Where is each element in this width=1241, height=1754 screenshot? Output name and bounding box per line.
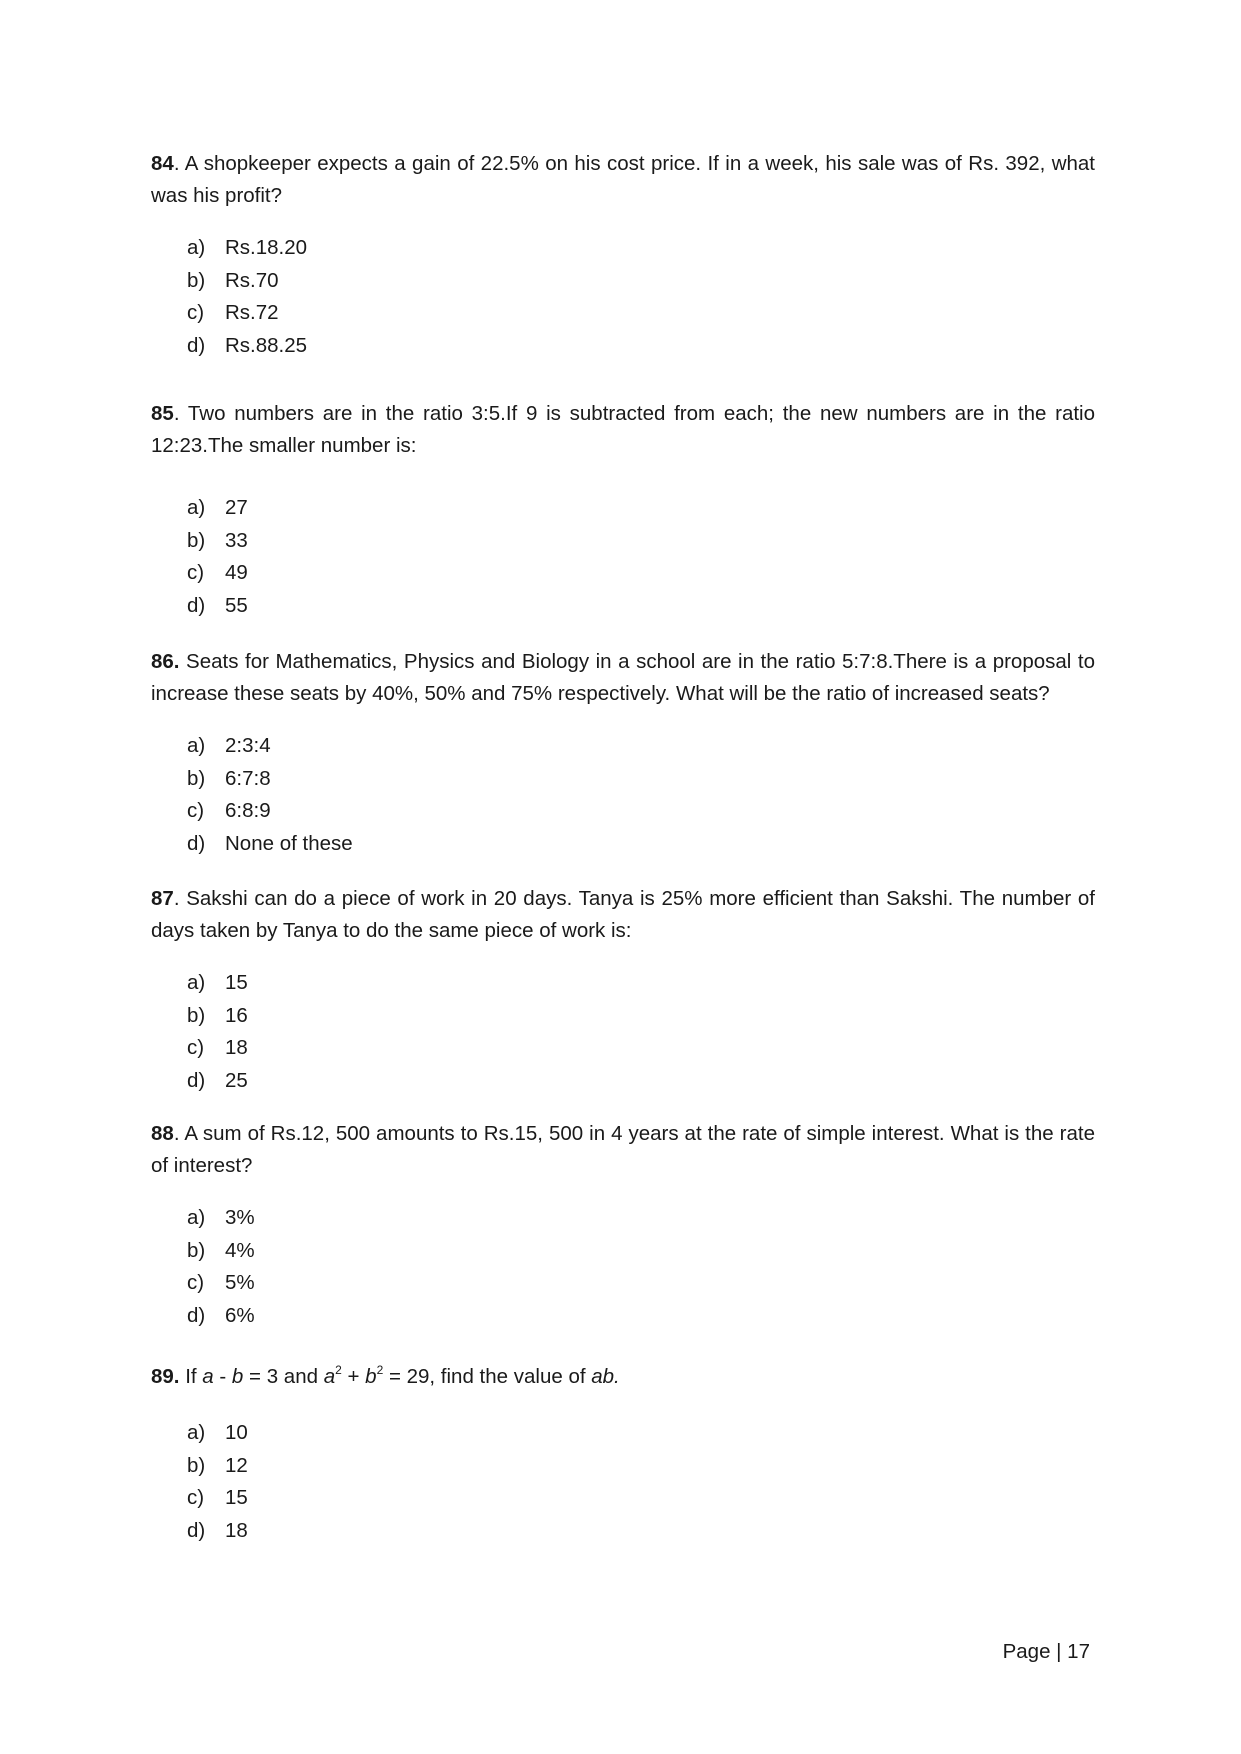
option-text: Rs.18.20: [225, 236, 308, 259]
option-list: [151, 232, 1095, 362]
variable-a: a: [323, 1365, 336, 1388]
stem-text: -: [213, 1365, 232, 1388]
option-b: [187, 1235, 1095, 1268]
question-number-separator: .: [173, 402, 180, 425]
option-letter: c): [187, 561, 205, 584]
option-c: [187, 297, 1095, 330]
variable-ab: ab.: [591, 1365, 620, 1388]
option-text: 3%: [225, 1206, 255, 1229]
option-d: [187, 330, 1095, 363]
question-85: [151, 398, 1095, 622]
option-text: None of these: [225, 831, 353, 855]
option-letter: b): [187, 528, 206, 552]
option-letter: a): [187, 1421, 206, 1444]
option-b: [187, 1000, 1095, 1033]
option-letter: a): [187, 1206, 206, 1229]
variable-b: b: [231, 1365, 244, 1388]
page-number: Page | 17: [1002, 1640, 1090, 1663]
question-number: 87: [151, 887, 174, 910]
option-letter: d): [187, 1068, 206, 1092]
question-86: [151, 646, 1095, 860]
stem-text: = 3 and: [243, 1365, 324, 1388]
option-d: [187, 590, 1095, 623]
option-text: Rs.70: [225, 268, 279, 292]
option-letter: a): [187, 236, 206, 259]
option-text: 15: [225, 971, 248, 994]
option-letter: d): [187, 333, 206, 357]
question-stem: [151, 1361, 1095, 1393]
exponent: 2: [376, 1363, 384, 1377]
question-stem: [151, 148, 1095, 212]
option-text: 16: [225, 1003, 248, 1027]
option-a: [187, 967, 1095, 1000]
option-d: [187, 1300, 1095, 1333]
option-text: 15: [225, 1486, 248, 1509]
option-text: 4%: [225, 1238, 255, 1262]
question-number-separator: .: [173, 887, 180, 910]
question-89: [151, 1361, 1095, 1547]
question-number: 85: [151, 402, 174, 425]
question-text: Two numbers are in the ratio 3:5.If 9 is subtracted from each; the new numbers are in the ratio 12:23.The smaller number is:: [151, 402, 1095, 457]
option-text: 33: [225, 528, 248, 552]
option-c: [187, 1032, 1095, 1065]
option-text: 18: [225, 1518, 248, 1542]
option-d: [187, 828, 1095, 861]
question-stem: [151, 398, 1095, 462]
stem-text: = 29, find the value of: [383, 1365, 592, 1388]
option-d: [187, 1065, 1095, 1098]
stem-text: +: [341, 1365, 366, 1388]
question-stem: [151, 646, 1095, 710]
option-text: 6:8:9: [225, 799, 271, 822]
question-text: A shopkeeper expects a gain of 22.5% on his cost price. If in a week, his sale was of Rs. 392, what was his profit?: [151, 152, 1095, 207]
question-stem: [151, 1118, 1095, 1182]
option-letter: c): [187, 301, 205, 324]
option-a: [187, 232, 1095, 265]
option-c: [187, 557, 1095, 590]
question-text: Sakshi can do a piece of work in 20 days. Tanya is 25% more efficient than Sakshi. The number of days taken by Tanya to do the same piece of work is:: [151, 887, 1095, 942]
question-number-separator: .: [173, 1122, 180, 1145]
option-b: [187, 1450, 1095, 1483]
option-text: 27: [225, 496, 248, 519]
option-text: 18: [225, 1036, 248, 1059]
option-b: [187, 763, 1095, 796]
option-d: [187, 1515, 1095, 1548]
question-number: 86.: [151, 650, 180, 673]
option-letter: d): [187, 593, 206, 617]
option-letter: b): [187, 1453, 206, 1477]
option-c: [187, 1267, 1095, 1300]
option-list: [151, 1202, 1095, 1332]
stem-text: If: [179, 1365, 203, 1388]
option-list: [151, 730, 1095, 860]
option-text: 2:3:4: [225, 734, 271, 757]
option-text: 6:7:8: [225, 766, 271, 790]
option-letter: d): [187, 1303, 206, 1327]
option-letter: a): [187, 496, 206, 519]
option-letter: d): [187, 831, 206, 855]
question-text: Seats for Mathematics, Physics and Biology in a school are in the ratio 5:7:8.There is a proposal to increase these seats by 40%, 50% and 75% respectively. What will be the ratio of increased seats?: [151, 650, 1095, 705]
option-a: [187, 730, 1095, 763]
question-84: [151, 148, 1095, 362]
option-letter: b): [187, 1238, 206, 1262]
option-text: 12: [225, 1453, 248, 1477]
option-a: [187, 492, 1095, 525]
question-stem: [151, 883, 1095, 947]
option-list: [151, 492, 1095, 622]
option-letter: b): [187, 766, 206, 790]
option-letter: d): [187, 1518, 206, 1542]
option-list: [151, 967, 1095, 1097]
option-letter: b): [187, 268, 206, 292]
exponent: 2: [335, 1363, 342, 1377]
option-list: [151, 1417, 1095, 1547]
option-c: [187, 795, 1095, 828]
question-text: A sum of Rs.12, 500 amounts to Rs.15, 500 in 4 years at the rate of simple interest. What is the rate of interest?: [151, 1122, 1095, 1177]
option-text: 6%: [225, 1303, 255, 1327]
option-c: [187, 1482, 1095, 1515]
option-letter: b): [187, 1003, 206, 1027]
option-text: Rs.72: [225, 301, 279, 324]
option-a: [187, 1202, 1095, 1235]
variable-b: b: [365, 1365, 377, 1388]
option-letter: c): [187, 1486, 205, 1509]
question-number: 84: [151, 152, 174, 175]
variable-a: a: [202, 1365, 214, 1388]
option-letter: c): [187, 1036, 205, 1059]
question-number: 89.: [151, 1365, 180, 1388]
option-letter: c): [187, 1271, 205, 1294]
question-88: [151, 1118, 1095, 1332]
option-text: 5%: [225, 1271, 255, 1294]
option-text: Rs.88.25: [225, 333, 308, 357]
question-number-separator: .: [173, 152, 180, 175]
question-number: 88: [151, 1122, 174, 1145]
option-letter: a): [187, 971, 206, 994]
option-letter: a): [187, 734, 206, 757]
option-text: 49: [225, 561, 248, 584]
option-text: 10: [225, 1421, 248, 1444]
question-87: [151, 883, 1095, 1097]
option-a: [187, 1417, 1095, 1450]
option-b: [187, 265, 1095, 298]
option-text: 25: [225, 1068, 248, 1092]
option-b: [187, 525, 1095, 558]
option-letter: c): [187, 799, 205, 822]
option-text: 55: [225, 593, 248, 617]
